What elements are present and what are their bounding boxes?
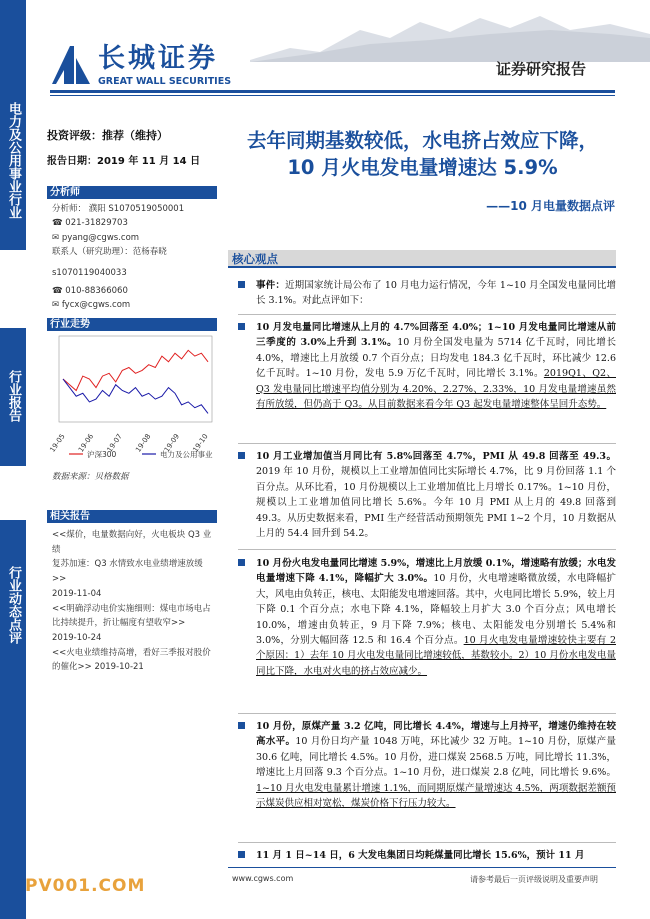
paragraph-event: 事件：近期国家统计局公布了 10 月电力运行情况，今年 1~10 月全国发电量同比增长 3.1%。对此点评如下：: [238, 278, 616, 309]
analyst-info: [52, 202, 217, 313]
separator: [238, 549, 616, 550]
x-tick-label: 19-05: [48, 432, 67, 454]
related-report-link[interactable]: <<火电业绩维持高增，看好三季报对股价: [52, 647, 211, 658]
series-line: [63, 350, 208, 390]
strip-gap: [0, 250, 26, 328]
bullet-icon: [238, 851, 245, 858]
analyst-email[interactable]: ✉ pyang@cgws.com: [52, 232, 140, 243]
industry-trend-chart: [47, 330, 217, 465]
strip-comment-label: 行业动态点评: [6, 566, 21, 644]
report-title: [230, 127, 615, 181]
related-report-link[interactable]: 复苏加速：Q3 水情致水电业绩增速放缓>>: [52, 559, 203, 585]
paragraph-generation: 10 月发电量同比增速从上月的 4.7%回落至 4.0%；1~10 月发电量同比增速从前三季度的 3.0%上升到 3.1%。10 月份全国发电量为 5714 亿千瓦时，同比增长 4.0%，增速比上月放缓 0.7 个百分点；日均发电 184.3 亿千瓦时，环比减少 12.6 亿千瓦时。1~10 月份，发电 5.9 万亿千瓦时，同比增长 3.1%。2019Q1、Q2、Q3 发电量同比增速平均值分别为 4.20%、2.27%、2.33%，10 月发电量增速虽然有所放缓，但仍高于 Q3。从目前数据来看今年 Q3 起发电量增速整体呈回升态势。: [238, 320, 616, 412]
watermark: PV001.COM: [25, 876, 146, 896]
related-report-link[interactable]: 的催化>> 2019-10-21: [52, 662, 144, 673]
footer-disclaimer: 请参考最后一页评级说明及重要声明: [470, 875, 598, 884]
bullet-icon: [238, 722, 245, 729]
separator: [238, 713, 616, 714]
bullet-icon: [238, 559, 245, 566]
bullet-icon: [238, 323, 245, 330]
email-icon: ✉: [52, 300, 62, 311]
great-wall-illustration: [250, 10, 650, 62]
paragraph-thermal: 10 月份火电发电量同比增速 5.9%，增速比上月放缓 0.1%，增速略有放缓；水电发电量增速下降 4.1%，降幅扩大 3.0%。10 月份，火电增速略微放缓，水电降幅扩大，风电由负转正，核电、太阳能发电增速回落。其中，火电同比增长 5.9%，较上月下降 0.1 个百分点；水电下降 4.1%，降幅较上月扩大 3.0 个百分点；风电增长 10.0%，增速由负转正，9 月下降 7.9%；核电、太阳能发电分别增长 5.4%和 3.0%，分别大幅回落 12.5 和 16.4 个百分点。10 月火电发电量增速较快主要有 2 个原因：1）去年 10 月火电发电量同比增速较低，基数较小。2）10 月份水电发电量同比下降，水电对火电的挤占效应减少。: [238, 556, 616, 679]
legend-label: 沪深300: [87, 450, 117, 459]
chart-source: 数据来源：贝格数据: [52, 472, 129, 482]
strip-industry-label: 电力及公用事业行业: [6, 101, 21, 219]
related-reports: [52, 528, 217, 675]
great-wall-logo-icon: [50, 44, 92, 86]
logo-text: 长城证券: [98, 43, 218, 74]
trend-section-header: 行业走势: [47, 318, 217, 331]
footer-url[interactable]: www.cgws.com: [232, 874, 294, 883]
x-tick-label: 19-08: [134, 432, 153, 454]
report-type: 证券研究报告: [496, 60, 587, 78]
related-report-date: 2019-10-24: [52, 632, 102, 643]
report-subtitle: ——10 月电量数据点评: [486, 199, 615, 213]
separator: [238, 314, 616, 315]
analyst-phone: ☎ 021-31829703: [52, 218, 128, 229]
phone-icon: ☎: [52, 218, 66, 229]
footer-divider: [228, 867, 616, 868]
related-report-link[interactable]: <<明确浮动电价实施细则：煤电市场电占: [52, 603, 211, 614]
core-view-label: 核心观点: [232, 252, 278, 266]
contact-cert: s1070119040033: [52, 267, 127, 278]
related-report-date: 2019-11-04: [52, 588, 102, 599]
core-view-bar: [228, 250, 616, 268]
paragraph-industrial: 10 月工业增加值当月同比有 5.8%回落至 4.7%，PMI 从 49.8 回落至 49.3。2019 年 10 月份，规模以上工业增加值同比实际增长 4.7%，比 9 月份回落 1.1 个百分点。从环比看，10 月份规模以上工业增加值比上月增长 0.17%。1~10 月份，规模以上工业增加值同比增长 5.6%。今年 10 月 PMI 从上月的 49.8 回落到 49.3。从历史数据来看，PMI 生产经营活动预期领先 PMI 1~2 个月，10 月数据从上月的 54.4 回升到 54.2。: [238, 449, 616, 541]
title-line: 10 月火电发电量增速达 5.9%: [287, 156, 558, 179]
paragraph-coal: 10 月份，原煤产量 3.2 亿吨，同比增长 4.4%，增速与上月持平，增速仍维持在较高水平。10 月份日均产量 1048 万吨，环比减少 32 万吨。1~10 月份，原煤产量 30.6 亿吨，同比增长 4.5%。10 月份，进口煤炭 2568.5 万吨，同比增长 11.3%，增速比上月回落 9.3 个百分点。1~10 月份，进口煤炭 2.8 亿吨，同比增长 9.6%。1~10 月火电发电量累计增速 1.1%，而同期原煤产量增速达 4.5%，两项数据差额预示煤炭供应相对宽松，煤炭价格下行压力较大。: [238, 719, 616, 811]
contact-phone: ☎ 010-88366060: [52, 286, 128, 297]
report-date: 报告日期：2019 年 11 月 14 日: [47, 156, 201, 167]
related-report-link[interactable]: 比持续提升，折让幅度有望收窄>>: [52, 618, 186, 629]
analyst-line: 分析师： 濮阳 S1070519050001: [52, 204, 185, 214]
header-divider: [50, 90, 615, 93]
x-tick-label: 19-07: [105, 432, 124, 454]
bullet-icon: [238, 281, 245, 288]
paragraph-consumption: 11 月 1 日~14 日，6 大发电集团日均耗煤量同比增长 15.6%，预计 11 月: [238, 848, 616, 863]
related-section-header: 相关报告: [47, 510, 217, 523]
strip-report-label: 行业报告: [0, 328, 26, 464]
email-icon: ✉: [52, 232, 62, 243]
series-line: [63, 379, 208, 413]
left-category-strip: [0, 0, 26, 919]
logo-english-text: GREAT WALL SECURITIES: [98, 76, 232, 87]
related-report-link[interactable]: <<煤价，电量数据向好，火电板块 Q3 业绩: [52, 530, 212, 555]
title-line: 去年同期基数较低，水电挤占效应下降，: [246, 129, 598, 152]
header-divider-thin: [50, 95, 615, 96]
separator: [238, 443, 616, 444]
strip-gap: [0, 466, 26, 520]
x-tick-label: 19-10: [191, 432, 210, 454]
investment-rating: 投资评级：推荐（维持）: [47, 129, 168, 142]
bullet-icon: [238, 452, 245, 459]
separator: [238, 842, 616, 843]
contact-line: 联系人（研究助理）：范杨春晓: [52, 247, 167, 258]
x-tick-label: 19-09: [162, 432, 182, 454]
analyst-section-header: 分析师: [47, 186, 217, 199]
legend-label: 电力及公用事业: [160, 450, 213, 459]
phone-icon: ☎: [52, 286, 66, 297]
x-tick-label: 19-06: [77, 432, 96, 454]
contact-email[interactable]: ✉ fycx@cgws.com: [52, 300, 131, 311]
